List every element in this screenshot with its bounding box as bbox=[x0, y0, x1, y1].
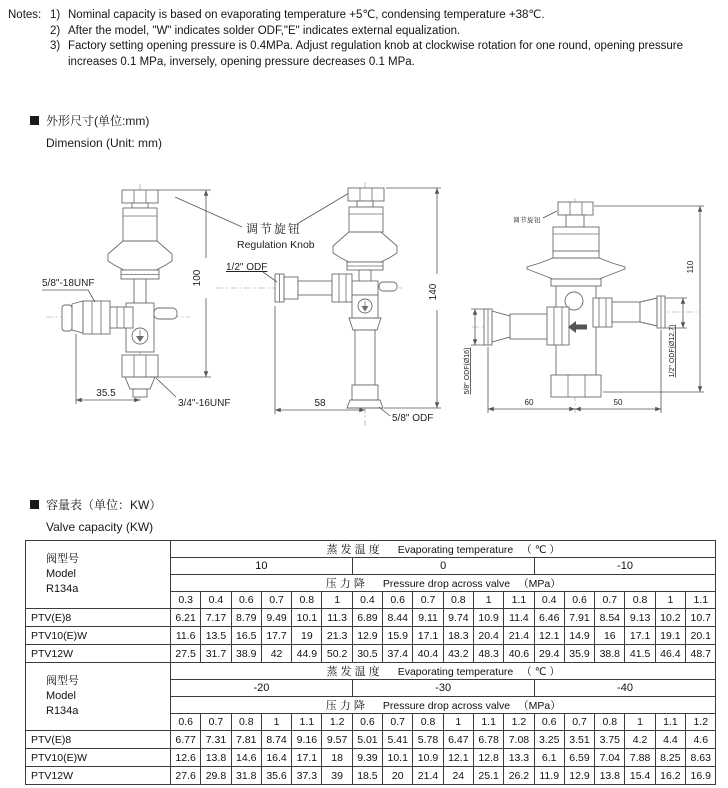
value-cell: 11.4 bbox=[504, 609, 534, 627]
value-cell: 10.1 bbox=[292, 609, 322, 627]
value-cell: 48.3 bbox=[473, 645, 503, 663]
value-cell: 6.77 bbox=[171, 731, 201, 749]
value-cell: 15.4 bbox=[625, 767, 655, 785]
pressure-cell: 1 bbox=[655, 592, 685, 609]
value-cell: 44.9 bbox=[292, 645, 322, 663]
value-cell: 5.01 bbox=[352, 731, 382, 749]
value-cell: 9.49 bbox=[261, 609, 291, 627]
table-row bbox=[26, 663, 716, 680]
value-cell: 29.4 bbox=[534, 645, 564, 663]
valve2-width-dim: 58 bbox=[314, 398, 326, 409]
value-cell: 7.04 bbox=[595, 749, 625, 767]
regulation-knob-label-en: Regulation Knob bbox=[237, 239, 315, 251]
value-cell: 26.2 bbox=[504, 767, 534, 785]
value-cell: 8.54 bbox=[595, 609, 625, 627]
value-cell: 17.1 bbox=[413, 627, 443, 645]
pressure-cell: 1.1 bbox=[292, 714, 322, 731]
value-cell: 21.3 bbox=[322, 627, 352, 645]
pressure-cell: 0.4 bbox=[201, 592, 231, 609]
value-cell: 12.8 bbox=[473, 749, 503, 767]
value-cell: 11.3 bbox=[322, 609, 352, 627]
pressure-cell: 0.8 bbox=[413, 714, 443, 731]
header-text: （ ℃ ） bbox=[521, 666, 560, 678]
dimension-section-heading bbox=[30, 112, 162, 150]
note-item bbox=[8, 39, 724, 70]
model-cell: PTV10(E)W bbox=[26, 627, 171, 645]
value-cell: 17.7 bbox=[261, 627, 291, 645]
section-bullet-icon bbox=[30, 500, 39, 509]
value-cell: 27.6 bbox=[171, 767, 201, 785]
pressure-cell: 1.1 bbox=[655, 714, 685, 731]
pressure-cell: 1 bbox=[322, 592, 352, 609]
valve3-drawing bbox=[464, 198, 704, 413]
value-cell: 21.4 bbox=[413, 767, 443, 785]
pressure-cell: 1.2 bbox=[322, 714, 352, 731]
value-cell: 31.7 bbox=[201, 645, 231, 663]
value-cell: 17.1 bbox=[625, 627, 655, 645]
valve3-right-port-label: 1/2" ODF(Ø12.7) bbox=[669, 324, 676, 378]
value-cell: 3.75 bbox=[595, 731, 625, 749]
pressure-cell: 1.1 bbox=[504, 592, 534, 609]
note-text: Nominal capacity is based on evaporating temperature +5℃, condensing temperature +38℃. bbox=[68, 9, 545, 21]
header-text: 蒸 发 温 度 bbox=[326, 666, 380, 678]
value-cell: 41.5 bbox=[625, 645, 655, 663]
value-cell: 3.51 bbox=[564, 731, 594, 749]
value-cell: 14.9 bbox=[564, 627, 594, 645]
pressure-cell: 1 bbox=[261, 714, 291, 731]
value-cell: 7.31 bbox=[201, 731, 231, 749]
header-text: 压 力 降 bbox=[325, 700, 365, 712]
pressure-drop-header bbox=[171, 697, 716, 714]
value-cell: 6.78 bbox=[473, 731, 503, 749]
pressure-cell: 1 bbox=[473, 592, 503, 609]
value-cell: 15.9 bbox=[383, 627, 413, 645]
pressure-cell: 1 bbox=[625, 714, 655, 731]
notes-label: Notes: bbox=[8, 9, 42, 21]
temperature-cell: -30 bbox=[352, 680, 534, 697]
value-cell: 35.9 bbox=[564, 645, 594, 663]
note-item bbox=[8, 8, 724, 24]
value-cell: 8.63 bbox=[686, 749, 716, 767]
evaporating-temperature-header bbox=[171, 663, 716, 680]
pressure-cell: 0.7 bbox=[201, 714, 231, 731]
value-cell: 38.9 bbox=[231, 645, 261, 663]
value-cell: 8.74 bbox=[261, 731, 291, 749]
value-cell: 18 bbox=[322, 749, 352, 767]
pressure-cell: 0.4 bbox=[534, 592, 564, 609]
pressure-cell: 0.4 bbox=[352, 592, 382, 609]
table-row bbox=[26, 627, 716, 645]
table-row bbox=[26, 609, 716, 627]
value-cell: 6.21 bbox=[171, 609, 201, 627]
value-cell: 8.44 bbox=[383, 609, 413, 627]
value-cell: 9.11 bbox=[413, 609, 443, 627]
value-cell: 16 bbox=[595, 627, 625, 645]
value-cell: 10.9 bbox=[473, 609, 503, 627]
model-header-line: 阀型号 bbox=[46, 675, 79, 687]
pressure-cell: 0.7 bbox=[413, 592, 443, 609]
value-cell: 11.9 bbox=[534, 767, 564, 785]
value-cell: 20.4 bbox=[473, 627, 503, 645]
value-cell: 16.5 bbox=[231, 627, 261, 645]
value-cell: 10.2 bbox=[655, 609, 685, 627]
regulation-knob-label-zh: 调节旋钮 bbox=[246, 222, 303, 236]
valve2-drawing bbox=[216, 182, 441, 426]
value-cell: 9.57 bbox=[322, 731, 352, 749]
value-cell: 12.9 bbox=[564, 767, 594, 785]
value-cell: 40.6 bbox=[504, 645, 534, 663]
pressure-cell: 0.6 bbox=[564, 592, 594, 609]
value-cell: 21.4 bbox=[504, 627, 534, 645]
model-header-line: R134a bbox=[46, 705, 79, 717]
header-text: 蒸 发 温 度 bbox=[326, 544, 380, 556]
value-cell: 9.74 bbox=[443, 609, 473, 627]
value-cell: 43.2 bbox=[443, 645, 473, 663]
value-cell: 4.2 bbox=[625, 731, 655, 749]
pressure-cell: 0.7 bbox=[564, 714, 594, 731]
model-cell: PTV10(E)W bbox=[26, 749, 171, 767]
value-cell: 7.08 bbox=[504, 731, 534, 749]
capacity-title-en: Valve capacity (KW) bbox=[46, 520, 154, 534]
note-text: After the model, "W" indicates solder ODF,"E" indicates external equalization. bbox=[68, 24, 461, 37]
value-cell: 19.1 bbox=[655, 627, 685, 645]
temperature-cell: -20 bbox=[171, 680, 353, 697]
value-cell: 6.46 bbox=[534, 609, 564, 627]
value-cell: 7.91 bbox=[564, 609, 594, 627]
section-bullet-icon bbox=[30, 116, 39, 125]
value-cell: 7.81 bbox=[231, 731, 261, 749]
model-cell: PTV(E)8 bbox=[26, 731, 171, 749]
value-cell: 13.3 bbox=[504, 749, 534, 767]
value-cell: 24 bbox=[443, 767, 473, 785]
header-text: （ ℃ ） bbox=[521, 544, 560, 556]
value-cell: 39 bbox=[322, 767, 352, 785]
header-text: Evaporating temperature bbox=[397, 544, 514, 556]
header-text: （MPa） bbox=[518, 578, 561, 590]
note-text: Factory setting opening pressure is 0.4MPa. Adjust regulation knob at clockwise rotation for one round, opening pressure increases 0.1 MPa, inversely, opening pressure decreases 0.1 MPa. bbox=[68, 40, 683, 68]
value-cell: 5.78 bbox=[413, 731, 443, 749]
value-cell: 6.1 bbox=[534, 749, 564, 767]
pressure-cell: 0.8 bbox=[231, 714, 261, 731]
dimension-title-en: Dimension (Unit: mm) bbox=[46, 136, 163, 150]
pressure-cell: 0.3 bbox=[171, 592, 201, 609]
value-cell: 20 bbox=[383, 767, 413, 785]
note-item bbox=[8, 24, 724, 40]
value-cell: 12.6 bbox=[171, 749, 201, 767]
model-cell: PTV(E)8 bbox=[26, 609, 171, 627]
header-text: 压 力 降 bbox=[325, 578, 365, 590]
table-row bbox=[26, 767, 716, 785]
pressure-cell: 1.1 bbox=[686, 592, 716, 609]
valve1-bottom-port-label: 3/4"-16UNF bbox=[178, 398, 231, 409]
value-cell: 37.4 bbox=[383, 645, 413, 663]
table-row bbox=[26, 749, 716, 767]
pressure-cell: 0.8 bbox=[625, 592, 655, 609]
model-header-line: 阀型号 bbox=[46, 553, 79, 565]
pressure-cell: 0.6 bbox=[352, 714, 382, 731]
pressure-cell: 1.1 bbox=[473, 714, 503, 731]
temperature-cell: -10 bbox=[534, 558, 716, 575]
model-header-line: Model bbox=[46, 690, 76, 702]
value-cell: 31.8 bbox=[231, 767, 261, 785]
value-cell: 3.25 bbox=[534, 731, 564, 749]
value-cell: 37.3 bbox=[292, 767, 322, 785]
note-number: 3) bbox=[50, 40, 61, 52]
value-cell: 40.4 bbox=[413, 645, 443, 663]
pressure-cell: 0.8 bbox=[443, 592, 473, 609]
valve3-left-width-dim: 60 bbox=[524, 398, 534, 407]
pressure-cell: 1.2 bbox=[686, 714, 716, 731]
model-header-cell bbox=[26, 663, 171, 731]
value-cell: 14.6 bbox=[231, 749, 261, 767]
table-row bbox=[26, 731, 716, 749]
header-text: （MPa） bbox=[518, 700, 561, 712]
value-cell: 9.16 bbox=[292, 731, 322, 749]
dimension-drawings bbox=[0, 170, 728, 462]
pressure-cell: 1 bbox=[443, 714, 473, 731]
value-cell: 11.6 bbox=[171, 627, 201, 645]
temperature-cell: -40 bbox=[534, 680, 716, 697]
capacity-section-heading bbox=[30, 496, 161, 534]
note-number: 2) bbox=[50, 24, 61, 37]
valve3-left-port-label: 5/8" ODF(Ø16) bbox=[464, 347, 471, 395]
value-cell: 42 bbox=[261, 645, 291, 663]
pressure-cell: 0.6 bbox=[231, 592, 261, 609]
value-cell: 6.47 bbox=[443, 731, 473, 749]
dimension-title-zh: 外形尺寸(单位:mm) bbox=[46, 114, 150, 128]
value-cell: 29.8 bbox=[201, 767, 231, 785]
model-header-cell bbox=[26, 541, 171, 609]
value-cell: 35.6 bbox=[261, 767, 291, 785]
pressure-cell: 0.7 bbox=[595, 592, 625, 609]
value-cell: 7.17 bbox=[201, 609, 231, 627]
value-cell: 17.1 bbox=[292, 749, 322, 767]
value-cell: 12.1 bbox=[443, 749, 473, 767]
header-text: Pressure drop across valve bbox=[382, 578, 511, 590]
temperature-cell: 10 bbox=[171, 558, 353, 575]
value-cell: 16.4 bbox=[261, 749, 291, 767]
table-row bbox=[26, 645, 716, 663]
value-cell: 16.2 bbox=[655, 767, 685, 785]
valve2-height-dim: 140 bbox=[428, 283, 439, 301]
value-cell: 50.2 bbox=[322, 645, 352, 663]
pressure-cell: 0.6 bbox=[383, 592, 413, 609]
regulation-knob-callout bbox=[175, 193, 349, 251]
value-cell: 5.41 bbox=[383, 731, 413, 749]
pressure-drop-header bbox=[171, 575, 716, 592]
value-cell: 16.9 bbox=[686, 767, 716, 785]
valve2-bottom-port-label: 5/8" ODF bbox=[392, 413, 434, 424]
model-cell: PTV12W bbox=[26, 767, 171, 785]
pressure-cell: 0.8 bbox=[292, 592, 322, 609]
pressure-cell: 0.7 bbox=[383, 714, 413, 731]
capacity-title-zh: 容量表（单位：KW） bbox=[46, 498, 162, 512]
valve1-width-dim: 35.5 bbox=[96, 388, 116, 399]
value-cell: 6.89 bbox=[352, 609, 382, 627]
valve1-height-dim: 100 bbox=[192, 269, 203, 287]
value-cell: 13.5 bbox=[201, 627, 231, 645]
value-cell: 6.59 bbox=[564, 749, 594, 767]
evaporating-temperature-header bbox=[171, 541, 716, 558]
note-number: 1) bbox=[50, 9, 61, 21]
header-text: Pressure drop across valve bbox=[382, 700, 511, 712]
pressure-cell: 0.7 bbox=[261, 592, 291, 609]
pressure-cell: 0.6 bbox=[171, 714, 201, 731]
value-cell: 38.8 bbox=[595, 645, 625, 663]
header-text: Evaporating temperature bbox=[397, 666, 514, 678]
value-cell: 13.8 bbox=[201, 749, 231, 767]
table-row bbox=[26, 541, 716, 558]
value-cell: 12.1 bbox=[534, 627, 564, 645]
value-cell: 10.7 bbox=[686, 609, 716, 627]
value-cell: 9.39 bbox=[352, 749, 382, 767]
value-cell: 10.9 bbox=[413, 749, 443, 767]
value-cell: 20.1 bbox=[686, 627, 716, 645]
pressure-cell: 1.2 bbox=[504, 714, 534, 731]
value-cell: 8.25 bbox=[655, 749, 685, 767]
value-cell: 18.5 bbox=[352, 767, 382, 785]
value-cell: 7.88 bbox=[625, 749, 655, 767]
value-cell: 25.1 bbox=[473, 767, 503, 785]
model-cell: PTV12W bbox=[26, 645, 171, 663]
value-cell: 19 bbox=[292, 627, 322, 645]
value-cell: 30.5 bbox=[352, 645, 382, 663]
valve3-right-width-dim: 50 bbox=[613, 398, 623, 407]
value-cell: 4.4 bbox=[655, 731, 685, 749]
model-header-line: Model bbox=[46, 568, 76, 580]
valve1-side-port-label: 5/8"-18UNF bbox=[42, 278, 95, 289]
value-cell: 10.1 bbox=[383, 749, 413, 767]
notes-block bbox=[8, 8, 724, 70]
pressure-cell: 0.6 bbox=[534, 714, 564, 731]
value-cell: 27.5 bbox=[171, 645, 201, 663]
valve2-side-port-label: 1/2" ODF bbox=[226, 262, 268, 273]
value-cell: 8.79 bbox=[231, 609, 261, 627]
value-cell: 4.6 bbox=[686, 731, 716, 749]
model-header-line: R134a bbox=[46, 583, 79, 595]
capacity-table bbox=[25, 540, 716, 785]
valve1-drawing bbox=[42, 184, 230, 409]
valve3-height-dim: 110 bbox=[686, 260, 695, 274]
value-cell: 9.13 bbox=[625, 609, 655, 627]
valve3-knob-callout: 调节旋钮 bbox=[513, 217, 541, 224]
value-cell: 18.3 bbox=[443, 627, 473, 645]
temperature-cell: 0 bbox=[352, 558, 534, 575]
value-cell: 46.4 bbox=[655, 645, 685, 663]
value-cell: 13.8 bbox=[595, 767, 625, 785]
value-cell: 48.7 bbox=[686, 645, 716, 663]
pressure-cell: 0.8 bbox=[595, 714, 625, 731]
value-cell: 12.9 bbox=[352, 627, 382, 645]
